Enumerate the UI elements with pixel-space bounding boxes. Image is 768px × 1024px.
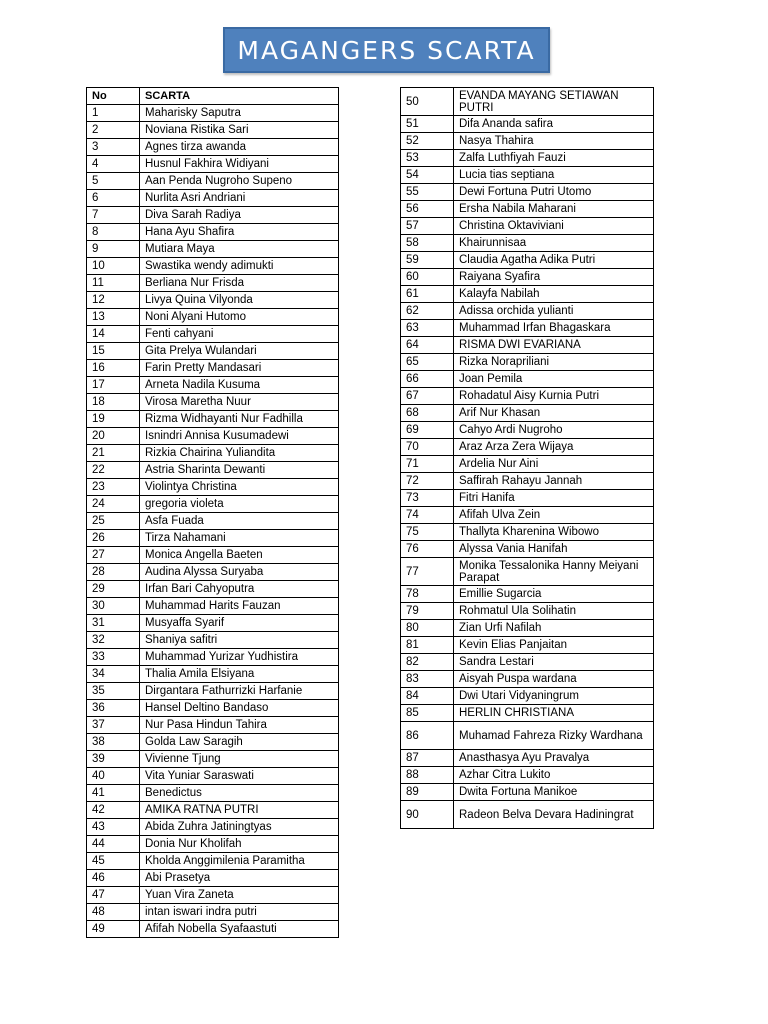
roster-table-left bbox=[86, 87, 339, 938]
member-name: Yuan Vira Zaneta bbox=[140, 887, 339, 904]
row-number: 90 bbox=[401, 801, 454, 829]
row-number: 35 bbox=[87, 683, 140, 700]
member-name: Tirza Nahamani bbox=[140, 530, 339, 547]
row-number: 75 bbox=[401, 524, 454, 541]
table-row bbox=[87, 853, 339, 870]
member-name: RISMA DWI EVARIANA bbox=[454, 337, 654, 354]
row-number: 85 bbox=[401, 705, 454, 722]
member-name: Noviana Ristika Sari bbox=[140, 122, 339, 139]
row-number: 33 bbox=[87, 649, 140, 666]
table-row bbox=[87, 377, 339, 394]
table-row bbox=[401, 354, 654, 371]
row-number: 21 bbox=[87, 445, 140, 462]
member-name: Khairunnisaa bbox=[454, 235, 654, 252]
table-row bbox=[401, 801, 654, 829]
row-number: 17 bbox=[87, 377, 140, 394]
member-name: Diva Sarah Radiya bbox=[140, 207, 339, 224]
row-number: 19 bbox=[87, 411, 140, 428]
table-row bbox=[87, 649, 339, 666]
row-number: 64 bbox=[401, 337, 454, 354]
member-name: Hansel Deltino Bandaso bbox=[140, 700, 339, 717]
row-number: 34 bbox=[87, 666, 140, 683]
table-row bbox=[87, 700, 339, 717]
row-number: 12 bbox=[87, 292, 140, 309]
table-row bbox=[401, 541, 654, 558]
table-row bbox=[87, 224, 339, 241]
table-row bbox=[401, 473, 654, 490]
row-number: 42 bbox=[87, 802, 140, 819]
table-row bbox=[401, 750, 654, 767]
table-row bbox=[401, 303, 654, 320]
member-name: Raiyana Syafira bbox=[454, 269, 654, 286]
member-name: Alyssa Vania Hanifah bbox=[454, 541, 654, 558]
row-number: 50 bbox=[401, 88, 454, 116]
table-row bbox=[87, 292, 339, 309]
row-number: 52 bbox=[401, 133, 454, 150]
row-number: 2 bbox=[87, 122, 140, 139]
member-name: Rizka Norapriliani bbox=[454, 354, 654, 371]
table-row bbox=[87, 428, 339, 445]
table-row bbox=[87, 615, 339, 632]
member-name: Irfan Bari Cahyoputra bbox=[140, 581, 339, 598]
row-number: 8 bbox=[87, 224, 140, 241]
row-number: 37 bbox=[87, 717, 140, 734]
row-number: 69 bbox=[401, 422, 454, 439]
member-name: Donia Nur Kholifah bbox=[140, 836, 339, 853]
row-number: 20 bbox=[87, 428, 140, 445]
row-number: 4 bbox=[87, 156, 140, 173]
row-number: 84 bbox=[401, 688, 454, 705]
table-row bbox=[401, 524, 654, 541]
member-name: Zalfa Luthfiyah Fauzi bbox=[454, 150, 654, 167]
table-row bbox=[87, 632, 339, 649]
member-name: Muhamad Fahreza Rizky Wardhana bbox=[454, 722, 654, 750]
table-row bbox=[87, 207, 339, 224]
table-row bbox=[87, 258, 339, 275]
table-row bbox=[87, 921, 339, 938]
table-row bbox=[401, 507, 654, 524]
member-name: Afifah Ulva Zein bbox=[454, 507, 654, 524]
table-row bbox=[401, 218, 654, 235]
table-row bbox=[401, 337, 654, 354]
row-number: 18 bbox=[87, 394, 140, 411]
row-number: 5 bbox=[87, 173, 140, 190]
row-number: 45 bbox=[87, 853, 140, 870]
table-row bbox=[401, 586, 654, 603]
row-number: 74 bbox=[401, 507, 454, 524]
row-number: 56 bbox=[401, 201, 454, 218]
member-name: Cahyo Ardi Nugroho bbox=[454, 422, 654, 439]
row-number: 3 bbox=[87, 139, 140, 156]
table-row bbox=[87, 445, 339, 462]
row-number: 30 bbox=[87, 598, 140, 615]
table-row bbox=[87, 139, 339, 156]
member-name: Rizkia Chairina Yuliandita bbox=[140, 445, 339, 462]
member-name: Violintya Christina bbox=[140, 479, 339, 496]
row-number: 55 bbox=[401, 184, 454, 201]
table-row bbox=[401, 603, 654, 620]
member-name: Abida Zuhra Jatiningtyas bbox=[140, 819, 339, 836]
member-name: Monika Tessalonika Hanny Meiyani Parapat bbox=[454, 558, 654, 586]
row-number: 26 bbox=[87, 530, 140, 547]
member-name: Kevin Elias Panjaitan bbox=[454, 637, 654, 654]
row-number: 44 bbox=[87, 836, 140, 853]
table-row bbox=[401, 286, 654, 303]
row-number: 11 bbox=[87, 275, 140, 292]
page-title: MAGANGERS SCARTA bbox=[237, 35, 536, 65]
member-name: EVANDA MAYANG SETIAWAN PUTRI bbox=[454, 88, 654, 116]
row-number: 9 bbox=[87, 241, 140, 258]
table-row bbox=[87, 683, 339, 700]
member-name: Araz Arza Zera Wijaya bbox=[454, 439, 654, 456]
table-row bbox=[87, 411, 339, 428]
row-number: 48 bbox=[87, 904, 140, 921]
row-number: 70 bbox=[401, 439, 454, 456]
member-name: Joan Pemila bbox=[454, 371, 654, 388]
table-row bbox=[87, 887, 339, 904]
member-name: Swastika wendy adimukti bbox=[140, 258, 339, 275]
row-number: 10 bbox=[87, 258, 140, 275]
member-name: Gita Prelya Wulandari bbox=[140, 343, 339, 360]
member-name: Zian Urfi Nafilah bbox=[454, 620, 654, 637]
member-name: Dewi Fortuna Putri Utomo bbox=[454, 184, 654, 201]
table-row bbox=[401, 388, 654, 405]
table-row bbox=[87, 785, 339, 802]
table-row bbox=[87, 734, 339, 751]
table-row bbox=[87, 173, 339, 190]
member-name: Virosa Maretha Nuur bbox=[140, 394, 339, 411]
row-number: 76 bbox=[401, 541, 454, 558]
table-row bbox=[87, 581, 339, 598]
table-row bbox=[401, 620, 654, 637]
member-name: Rizma Widhayanti Nur Fadhilla bbox=[140, 411, 339, 428]
member-name: Berliana Nur Frisda bbox=[140, 275, 339, 292]
member-name: Fenti cahyani bbox=[140, 326, 339, 343]
member-name: Fitri Hanifa bbox=[454, 490, 654, 507]
row-number: 77 bbox=[401, 558, 454, 586]
table-row bbox=[87, 666, 339, 683]
row-number: 38 bbox=[87, 734, 140, 751]
table-row bbox=[401, 371, 654, 388]
row-number: 83 bbox=[401, 671, 454, 688]
table-row bbox=[87, 802, 339, 819]
table-row bbox=[87, 326, 339, 343]
member-name: Isnindri Annisa Kusumadewi bbox=[140, 428, 339, 445]
member-name: gregoria violeta bbox=[140, 496, 339, 513]
table-row bbox=[401, 439, 654, 456]
table-row bbox=[401, 320, 654, 337]
table-row bbox=[87, 836, 339, 853]
table-header-row bbox=[87, 88, 339, 105]
row-number: 41 bbox=[87, 785, 140, 802]
member-name: Nur Pasa Hindun Tahira bbox=[140, 717, 339, 734]
table-row bbox=[87, 462, 339, 479]
member-name: Arneta Nadila Kusuma bbox=[140, 377, 339, 394]
table-row bbox=[87, 394, 339, 411]
table-row bbox=[87, 751, 339, 768]
row-number: 13 bbox=[87, 309, 140, 326]
member-name: Difa Ananda safira bbox=[454, 116, 654, 133]
row-number: 39 bbox=[87, 751, 140, 768]
table-row bbox=[87, 870, 339, 887]
column-header-scarta: SCARTA bbox=[140, 88, 339, 105]
member-name: Adissa orchida yulianti bbox=[454, 303, 654, 320]
row-number: 51 bbox=[401, 116, 454, 133]
row-number: 43 bbox=[87, 819, 140, 836]
table-row bbox=[401, 116, 654, 133]
member-name: Anasthasya Ayu Pravalya bbox=[454, 750, 654, 767]
row-number: 82 bbox=[401, 654, 454, 671]
member-name: Audina Alyssa Suryaba bbox=[140, 564, 339, 581]
member-name: Radeon Belva Devara Hadiningrat bbox=[454, 801, 654, 829]
row-number: 66 bbox=[401, 371, 454, 388]
table-row bbox=[401, 456, 654, 473]
table-row bbox=[401, 167, 654, 184]
row-number: 47 bbox=[87, 887, 140, 904]
row-number: 29 bbox=[87, 581, 140, 598]
member-name: Claudia Agatha Adika Putri bbox=[454, 252, 654, 269]
column-header-no: No bbox=[87, 88, 140, 105]
member-name: Christina Oktaviviani bbox=[454, 218, 654, 235]
member-name: Vita Yuniar Saraswati bbox=[140, 768, 339, 785]
table-row bbox=[87, 496, 339, 513]
row-number: 15 bbox=[87, 343, 140, 360]
member-name: Mutiara Maya bbox=[140, 241, 339, 258]
roster-table-right bbox=[400, 87, 654, 829]
member-name: intan iswari indra putri bbox=[140, 904, 339, 921]
table-row bbox=[401, 150, 654, 167]
member-name: Saffirah Rahayu Jannah bbox=[454, 473, 654, 490]
member-name: Astria Sharinta Dewanti bbox=[140, 462, 339, 479]
table-row bbox=[401, 705, 654, 722]
member-name: Abi Prasetya bbox=[140, 870, 339, 887]
row-number: 6 bbox=[87, 190, 140, 207]
table-row bbox=[401, 767, 654, 784]
row-number: 49 bbox=[87, 921, 140, 938]
row-number: 89 bbox=[401, 784, 454, 801]
member-name: Benedictus bbox=[140, 785, 339, 802]
table-row bbox=[401, 422, 654, 439]
member-name: Livya Quina Vilyonda bbox=[140, 292, 339, 309]
row-number: 88 bbox=[401, 767, 454, 784]
table-row bbox=[87, 156, 339, 173]
row-number: 65 bbox=[401, 354, 454, 371]
member-name: Muhammad Irfan Bhagaskara bbox=[454, 320, 654, 337]
member-name: Farin Pretty Mandasari bbox=[140, 360, 339, 377]
member-name: Golda Law Saragih bbox=[140, 734, 339, 751]
table-row bbox=[401, 558, 654, 586]
table-row bbox=[87, 530, 339, 547]
row-number: 23 bbox=[87, 479, 140, 496]
table-row bbox=[401, 184, 654, 201]
member-name: Muhammad Harits Fauzan bbox=[140, 598, 339, 615]
member-name: Afifah Nobella Syafaastuti bbox=[140, 921, 339, 938]
row-number: 58 bbox=[401, 235, 454, 252]
table-row bbox=[87, 717, 339, 734]
table-row bbox=[87, 479, 339, 496]
row-number: 86 bbox=[401, 722, 454, 750]
table-row bbox=[401, 252, 654, 269]
member-name: Nasya Thahira bbox=[454, 133, 654, 150]
member-name: Nurlita Asri Andriani bbox=[140, 190, 339, 207]
table-row bbox=[87, 547, 339, 564]
table-row bbox=[87, 190, 339, 207]
row-number: 31 bbox=[87, 615, 140, 632]
member-name: Emillie Sugarcia bbox=[454, 586, 654, 603]
row-number: 81 bbox=[401, 637, 454, 654]
row-number: 87 bbox=[401, 750, 454, 767]
member-name: Aisyah Puspa wardana bbox=[454, 671, 654, 688]
member-name: Kholda Anggimilenia Paramitha bbox=[140, 853, 339, 870]
row-number: 24 bbox=[87, 496, 140, 513]
row-number: 14 bbox=[87, 326, 140, 343]
table-row bbox=[87, 309, 339, 326]
row-number: 59 bbox=[401, 252, 454, 269]
row-number: 16 bbox=[87, 360, 140, 377]
table-row bbox=[401, 235, 654, 252]
table-row bbox=[87, 904, 339, 921]
table-row bbox=[401, 133, 654, 150]
row-number: 72 bbox=[401, 473, 454, 490]
row-number: 25 bbox=[87, 513, 140, 530]
row-number: 68 bbox=[401, 405, 454, 422]
row-number: 32 bbox=[87, 632, 140, 649]
member-name: Thalia Amila Elsiyana bbox=[140, 666, 339, 683]
member-name: Monica Angella Baeten bbox=[140, 547, 339, 564]
row-number: 27 bbox=[87, 547, 140, 564]
member-name: HERLIN CHRISTIANA bbox=[454, 705, 654, 722]
row-number: 78 bbox=[401, 586, 454, 603]
member-name: Thallyta Kharenina Wibowo bbox=[454, 524, 654, 541]
table-row bbox=[87, 768, 339, 785]
member-name: Rohmatul Ula Solihatin bbox=[454, 603, 654, 620]
member-name: Ardelia Nur Aini bbox=[454, 456, 654, 473]
row-number: 53 bbox=[401, 150, 454, 167]
row-number: 40 bbox=[87, 768, 140, 785]
row-number: 57 bbox=[401, 218, 454, 235]
member-name: Asfa Fuada bbox=[140, 513, 339, 530]
member-name: Ersha Nabila Maharani bbox=[454, 201, 654, 218]
table-row bbox=[87, 513, 339, 530]
table-row bbox=[401, 269, 654, 286]
table-row bbox=[401, 671, 654, 688]
row-number: 7 bbox=[87, 207, 140, 224]
row-number: 67 bbox=[401, 388, 454, 405]
table-row bbox=[87, 105, 339, 122]
row-number: 22 bbox=[87, 462, 140, 479]
member-name: Musyaffa Syarif bbox=[140, 615, 339, 632]
member-name: Muhammad Yurizar Yudhistira bbox=[140, 649, 339, 666]
member-name: Rohadatul Aisy Kurnia Putri bbox=[454, 388, 654, 405]
row-number: 63 bbox=[401, 320, 454, 337]
table-row bbox=[87, 241, 339, 258]
row-number: 54 bbox=[401, 167, 454, 184]
member-name: Kalayfa Nabilah bbox=[454, 286, 654, 303]
table-row bbox=[401, 490, 654, 507]
row-number: 80 bbox=[401, 620, 454, 637]
member-name: Dwita Fortuna Manikoe bbox=[454, 784, 654, 801]
member-name: Azhar Citra Lukito bbox=[454, 767, 654, 784]
table-row bbox=[87, 275, 339, 292]
table-row bbox=[87, 360, 339, 377]
table-row bbox=[401, 654, 654, 671]
title-banner bbox=[223, 27, 550, 73]
table-row bbox=[401, 405, 654, 422]
member-name: Lucia tias septiana bbox=[454, 167, 654, 184]
row-number: 61 bbox=[401, 286, 454, 303]
table-row bbox=[401, 88, 654, 116]
row-number: 62 bbox=[401, 303, 454, 320]
member-name: Maharisky Saputra bbox=[140, 105, 339, 122]
row-number: 46 bbox=[87, 870, 140, 887]
table-row bbox=[87, 343, 339, 360]
row-number: 73 bbox=[401, 490, 454, 507]
member-name: Noni Alyani Hutomo bbox=[140, 309, 339, 326]
table-row bbox=[401, 201, 654, 218]
row-number: 36 bbox=[87, 700, 140, 717]
member-name: Hana Ayu Shafira bbox=[140, 224, 339, 241]
member-name: Dirgantara Fathurrizki Harfanie bbox=[140, 683, 339, 700]
member-name: Sandra Lestari bbox=[454, 654, 654, 671]
table-row bbox=[87, 122, 339, 139]
member-name: Aan Penda Nugroho Supeno bbox=[140, 173, 339, 190]
member-name: Dwi Utari Vidyaningrum bbox=[454, 688, 654, 705]
table-row bbox=[401, 637, 654, 654]
row-number: 28 bbox=[87, 564, 140, 581]
table-row bbox=[401, 784, 654, 801]
row-number: 79 bbox=[401, 603, 454, 620]
member-name: Arif Nur Khasan bbox=[454, 405, 654, 422]
table-row bbox=[87, 819, 339, 836]
member-name: Shaniya safitri bbox=[140, 632, 339, 649]
member-name: AMIKA RATNA PUTRI bbox=[140, 802, 339, 819]
table-row bbox=[87, 598, 339, 615]
member-name: Agnes tirza awanda bbox=[140, 139, 339, 156]
row-number: 60 bbox=[401, 269, 454, 286]
table-row bbox=[401, 688, 654, 705]
row-number: 1 bbox=[87, 105, 140, 122]
member-name: Husnul Fakhira Widiyani bbox=[140, 156, 339, 173]
table-row bbox=[401, 722, 654, 750]
member-name: Vivienne Tjung bbox=[140, 751, 339, 768]
row-number: 71 bbox=[401, 456, 454, 473]
table-row bbox=[87, 564, 339, 581]
